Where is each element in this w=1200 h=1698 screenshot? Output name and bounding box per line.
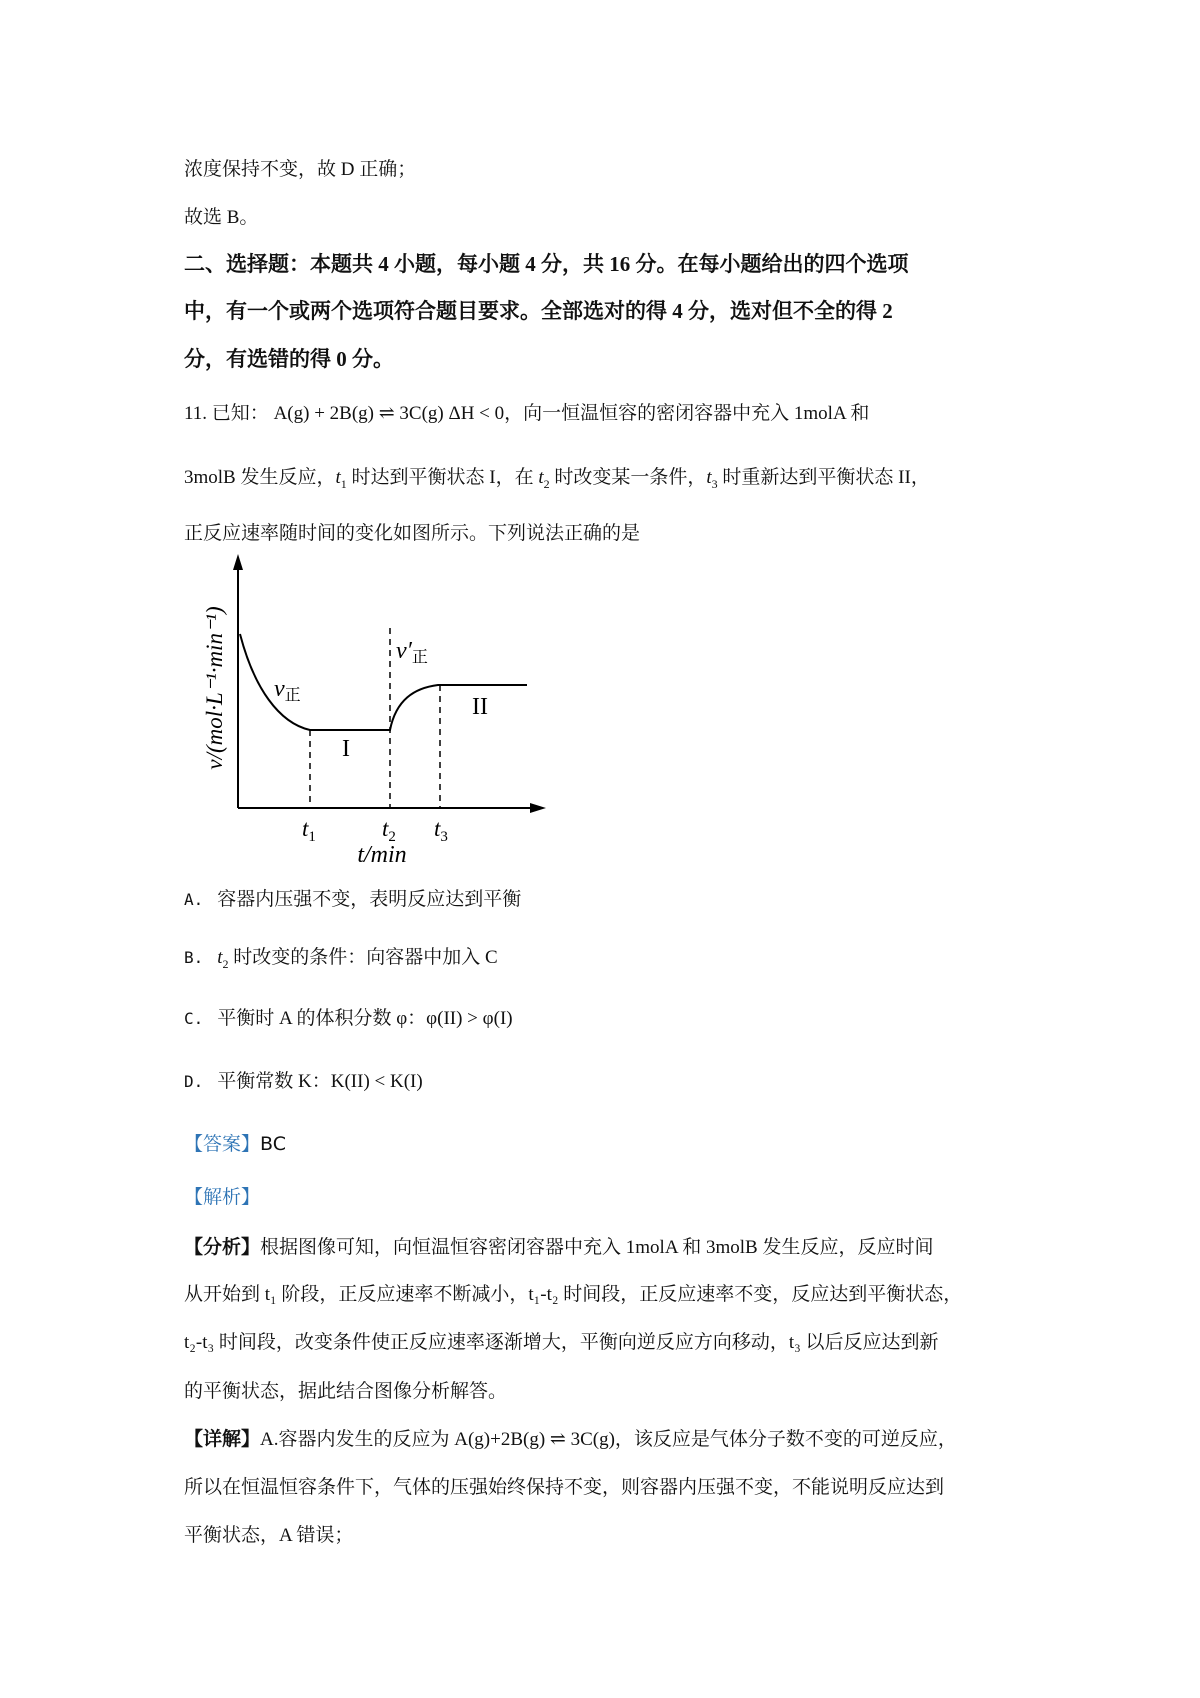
analysis-p1-tag: 【分析】 xyxy=(184,1237,261,1258)
t2-var: t xyxy=(538,467,544,488)
question-line-2-c: 时改变某一条件， xyxy=(549,467,707,488)
t1-sub: 1 xyxy=(340,476,347,491)
question-line-1-tail: ，向一恒温恒容的密闭容器中充入 1molA 和 xyxy=(504,403,870,424)
option-d xyxy=(184,1070,423,1094)
analysis-p1-line-3: t₂-t₃ 时间段，改变条件使正反应速率逐渐增大，平衡向逆反应方向移动，t₃ 以后反应达到新 xyxy=(184,1332,939,1353)
option-c xyxy=(184,1007,513,1031)
t2-sub: 2 xyxy=(543,476,550,491)
question-line-3: 正反应速率随时间的变化如图所示。下列说法正确的是 xyxy=(184,523,641,544)
analysis-p1-l1: 根据图像可知，向恒温恒容密闭容器中充入 1molA 和 3molB 发生反应，反应时间 xyxy=(260,1237,934,1258)
region-I-label: I xyxy=(342,736,350,762)
analysis-p2-line-2: 所以在恒温恒容条件下，气体的压强始终保持不变，则容器内压强不变，不能说明反应达到 xyxy=(184,1477,945,1498)
analysis-tag-line xyxy=(184,1185,260,1210)
curve-label-v-forward-prime: v′正 xyxy=(396,638,428,666)
option-b-var: t xyxy=(217,947,223,968)
y-axis-label: v/(mol·L⁻¹·min⁻¹) xyxy=(202,606,227,770)
analysis-p2-line-1 xyxy=(184,1428,957,1452)
curve-label-v-forward: v正 xyxy=(274,676,301,704)
option-a xyxy=(184,888,521,912)
analysis-p2-line-3: 平衡状态，A 错误； xyxy=(184,1525,354,1546)
section-line-3: 分，有选错的得 0 分。 xyxy=(184,347,394,371)
t1-var: t xyxy=(335,467,341,488)
question-line-2 xyxy=(184,466,930,496)
analysis-tag: 【解析】 xyxy=(184,1186,261,1208)
rate-time-figure xyxy=(184,548,564,868)
option-b-sub: 2 xyxy=(222,956,229,971)
section-line-1: 二、选择题：本题共 4 小题，每小题 4 分，共 16 分。在每小题给出的四个选项 xyxy=(184,252,909,276)
option-d-text: 平衡常数 K：K(II) < K(I) xyxy=(217,1071,423,1092)
prev-line-1: 浓度保持不变，故 D 正确； xyxy=(184,159,417,180)
question-line-2-a: 3molB 发生反应， xyxy=(184,467,336,488)
tick-t1: $t_1$ xyxy=(302,816,316,845)
tick-t2: $t_2$ xyxy=(382,816,396,845)
option-b-letter: B. xyxy=(184,948,204,967)
section-line-2: 中，有一个或两个选项符合题目要求。全部选对的得 4 分，选对但不全的得 2 xyxy=(184,299,893,323)
option-a-text: 容器内压强不变，表明反应达到平衡 xyxy=(217,889,522,910)
answer-tag: 【答案】 xyxy=(184,1133,261,1155)
y-axis-arrow xyxy=(233,554,243,570)
option-b xyxy=(184,946,498,976)
t3-sub: 3 xyxy=(711,476,718,491)
option-c-letter: C. xyxy=(184,1009,204,1028)
analysis-p2-l1: A.容器内发生的反应为 A(g)+2B(g) ⇌ 3C(g)，该反应是气体分子数不变的可逆反应， xyxy=(260,1429,957,1450)
question-line-1 xyxy=(184,402,869,426)
option-a-letter: A. xyxy=(184,890,204,909)
option-b-text: 时改变的条件：向容器中加入 C xyxy=(228,947,498,968)
t3-var: t xyxy=(706,467,712,488)
x-axis-label: t/min xyxy=(357,842,407,868)
option-d-letter: D. xyxy=(184,1072,204,1091)
analysis-p1-line-2: 从开始到 t₁ 阶段，正反应速率不断减小，t₁-t₂ 时间段，正反应速率不变，反应达到平衡状态， xyxy=(184,1284,963,1305)
tick-t3: $t_3$ xyxy=(434,816,448,845)
question-line-2-d: 时重新达到平衡状态 II， xyxy=(717,467,930,488)
question-line-2-b: 时达到平衡状态 I，在 xyxy=(346,467,539,488)
analysis-p2-tag: 【详解】 xyxy=(184,1429,261,1450)
answer-line xyxy=(184,1132,286,1157)
option-c-text: 平衡时 A 的体积分数 φ：φ(II) > φ(I) xyxy=(217,1008,513,1029)
analysis-p1-line-1 xyxy=(184,1236,933,1260)
prev-line-2: 故选 B。 xyxy=(184,207,259,228)
x-axis-arrow xyxy=(530,803,546,813)
question-number: 11. xyxy=(184,403,208,424)
analysis-p1-line-4: 的平衡状态，据此结合图像分析解答。 xyxy=(184,1381,508,1402)
region-II-label: II xyxy=(472,694,488,720)
question-known: 已知： xyxy=(211,403,269,424)
answer-value: BC xyxy=(260,1133,286,1155)
question-reaction: A(g) + 2B(g) ⇌ 3C(g) ΔH < 0 xyxy=(273,403,505,424)
